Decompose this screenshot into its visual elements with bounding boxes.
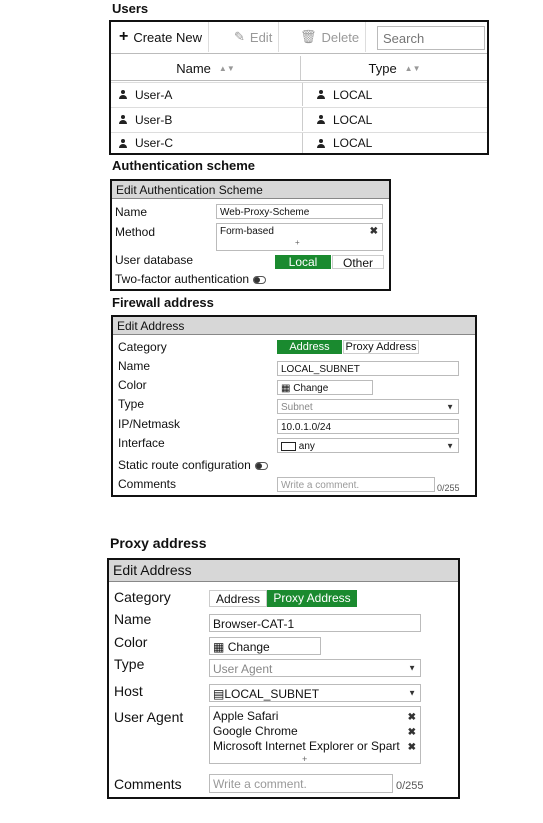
- static-route-toggle[interactable]: [255, 462, 268, 470]
- table-row[interactable]: [111, 82, 487, 106]
- users-table-header: [111, 56, 487, 81]
- method-field[interactable]: [216, 223, 383, 251]
- user-agent-label: User Agent: [114, 709, 184, 725]
- chevron-down-icon: ▼: [446, 402, 454, 411]
- color-change-button[interactable]: [209, 637, 321, 655]
- two-factor-label: [115, 272, 266, 286]
- create-new-label: Create New: [133, 29, 202, 45]
- trash-icon: 🗑: [300, 29, 317, 44]
- row-type-cell: [302, 83, 372, 106]
- search-input[interactable]: [377, 26, 485, 50]
- address-icon: ▤: [213, 687, 225, 701]
- row-name-cell: [119, 108, 172, 131]
- category-address-option[interactable]: Address: [209, 590, 267, 607]
- host-value: LOCAL_SUBNET: [224, 687, 320, 701]
- remove-icon[interactable]: ✖: [407, 742, 416, 753]
- comments-counter: 0/255: [396, 780, 424, 792]
- comments-label: Comments: [118, 477, 177, 491]
- proxy-address-header: Edit Address: [109, 560, 458, 582]
- comments-counter: 0/255: [437, 483, 460, 493]
- ipmask-input[interactable]: 10.0.1.0/24: [277, 419, 459, 434]
- method-label: Method: [115, 225, 156, 239]
- type-select[interactable]: [277, 399, 459, 414]
- two-factor-text: Two-factor authentication: [115, 272, 250, 286]
- user-type: LOCAL: [333, 136, 373, 150]
- address-name-input[interactable]: LOCAL_SUBNET: [277, 361, 459, 376]
- table-row[interactable]: [111, 107, 487, 131]
- interface-select[interactable]: [277, 438, 459, 453]
- user-icon: [317, 139, 325, 148]
- users-section-title: Users: [112, 1, 149, 16]
- type-label: Type: [118, 397, 145, 411]
- user-name: User-A: [135, 87, 173, 102]
- row-name-cell: [119, 83, 172, 106]
- comments-textarea[interactable]: Write a comment.: [277, 477, 435, 492]
- color-change-label: Change: [227, 640, 270, 654]
- delete-label: Delete: [321, 29, 360, 45]
- pencil-icon: ✎: [234, 29, 245, 44]
- ipmask-label: IP/Netmask: [118, 417, 181, 431]
- interface-value: any: [298, 441, 315, 452]
- column-header-name[interactable]: [111, 56, 301, 80]
- user-icon: [317, 115, 325, 124]
- user-type: LOCAL: [333, 112, 373, 127]
- proxy-name-input[interactable]: Browser-CAT-1: [209, 614, 421, 632]
- auth-scheme-panel: [110, 179, 391, 291]
- row-type-cell: [302, 133, 372, 153]
- static-route-text: Static route configuration: [118, 458, 251, 472]
- color-swatch-icon: ▦: [281, 383, 291, 394]
- user-db-local-option[interactable]: Local: [275, 255, 331, 269]
- user-icon: [119, 139, 127, 148]
- category-label: Category: [114, 589, 171, 605]
- color-label: Color: [114, 634, 148, 650]
- edit-label: Edit: [249, 29, 273, 45]
- name-label: Name: [118, 359, 151, 373]
- plus-icon: +: [119, 28, 129, 45]
- sort-icon: ▲▼: [218, 63, 235, 73]
- proxy-address-section-title: Proxy address: [110, 535, 207, 551]
- column-type-label: Type: [368, 60, 397, 76]
- chevron-down-icon: ▼: [446, 441, 454, 450]
- color-change-button[interactable]: [277, 380, 373, 395]
- color-swatch-icon: ▦: [213, 640, 225, 654]
- static-route-label: [118, 458, 268, 472]
- users-panel: [109, 20, 489, 155]
- type-select[interactable]: [209, 659, 421, 677]
- type-value: Subnet: [281, 402, 313, 413]
- list-item: Microsoft Internet Explorer or Spart: [213, 739, 400, 753]
- user-icon: [119, 90, 127, 99]
- color-change-label: Change: [293, 383, 329, 394]
- two-factor-toggle[interactable]: [253, 276, 266, 284]
- scheme-name-input[interactable]: Web-Proxy-Scheme: [216, 204, 383, 219]
- firewall-address-header: Edit Address: [113, 317, 475, 335]
- list-item: Apple Safari: [213, 709, 279, 723]
- create-new-button[interactable]: [113, 22, 209, 52]
- firewall-address-panel: [111, 315, 477, 497]
- category-proxy-address-option[interactable]: Proxy Address: [343, 340, 419, 354]
- interface-box-icon: [281, 442, 296, 451]
- remove-icon[interactable]: ✖: [369, 226, 378, 237]
- remove-icon[interactable]: ✖: [407, 712, 416, 723]
- comments-label: Comments: [114, 776, 182, 792]
- type-label: Type: [114, 656, 145, 672]
- name-label: Name: [114, 611, 152, 627]
- sort-icon: ▲▼: [404, 63, 421, 73]
- add-icon[interactable]: +: [302, 754, 308, 764]
- interface-label: Interface: [118, 436, 165, 450]
- type-value: User Agent: [213, 662, 273, 676]
- users-toolbar: [111, 22, 487, 54]
- firewall-address-section-title: Firewall address: [112, 295, 214, 310]
- user-icon: [119, 115, 127, 124]
- user-type: LOCAL: [333, 87, 373, 102]
- delete-button[interactable]: [294, 22, 366, 52]
- user-agent-list[interactable]: [209, 706, 421, 764]
- chevron-down-icon: ▼: [408, 663, 416, 673]
- row-name-cell: [119, 133, 173, 153]
- remove-icon[interactable]: ✖: [407, 727, 416, 738]
- column-name-label: Name: [176, 60, 211, 76]
- host-label: Host: [114, 683, 143, 699]
- list-item: Google Chrome: [213, 724, 298, 738]
- name-label: Name: [115, 205, 148, 219]
- chevron-down-icon: ▼: [408, 688, 416, 698]
- edit-button[interactable]: [228, 22, 279, 52]
- method-value: Form-based: [220, 226, 274, 237]
- table-row[interactable]: [111, 132, 487, 153]
- auth-scheme-section-title: Authentication scheme: [112, 158, 256, 173]
- user-icon: [317, 90, 325, 99]
- category-label: Category: [118, 340, 167, 354]
- auth-scheme-header: Edit Authentication Scheme: [112, 181, 389, 199]
- category-proxy-address-option[interactable]: Proxy Address: [267, 590, 357, 607]
- add-icon[interactable]: +: [295, 238, 300, 247]
- proxy-address-panel: [107, 558, 460, 799]
- user-database-label: User database: [115, 253, 194, 267]
- color-label: Color: [118, 378, 147, 392]
- category-address-option[interactable]: Address: [277, 340, 342, 354]
- host-select[interactable]: [209, 684, 421, 702]
- row-type-cell: [302, 108, 372, 131]
- comments-textarea[interactable]: Write a comment.: [209, 774, 393, 793]
- column-header-type[interactable]: [302, 56, 487, 80]
- user-name: User-B: [135, 112, 173, 127]
- user-name: User-C: [135, 136, 173, 150]
- user-db-other-option[interactable]: Other: [332, 255, 384, 269]
